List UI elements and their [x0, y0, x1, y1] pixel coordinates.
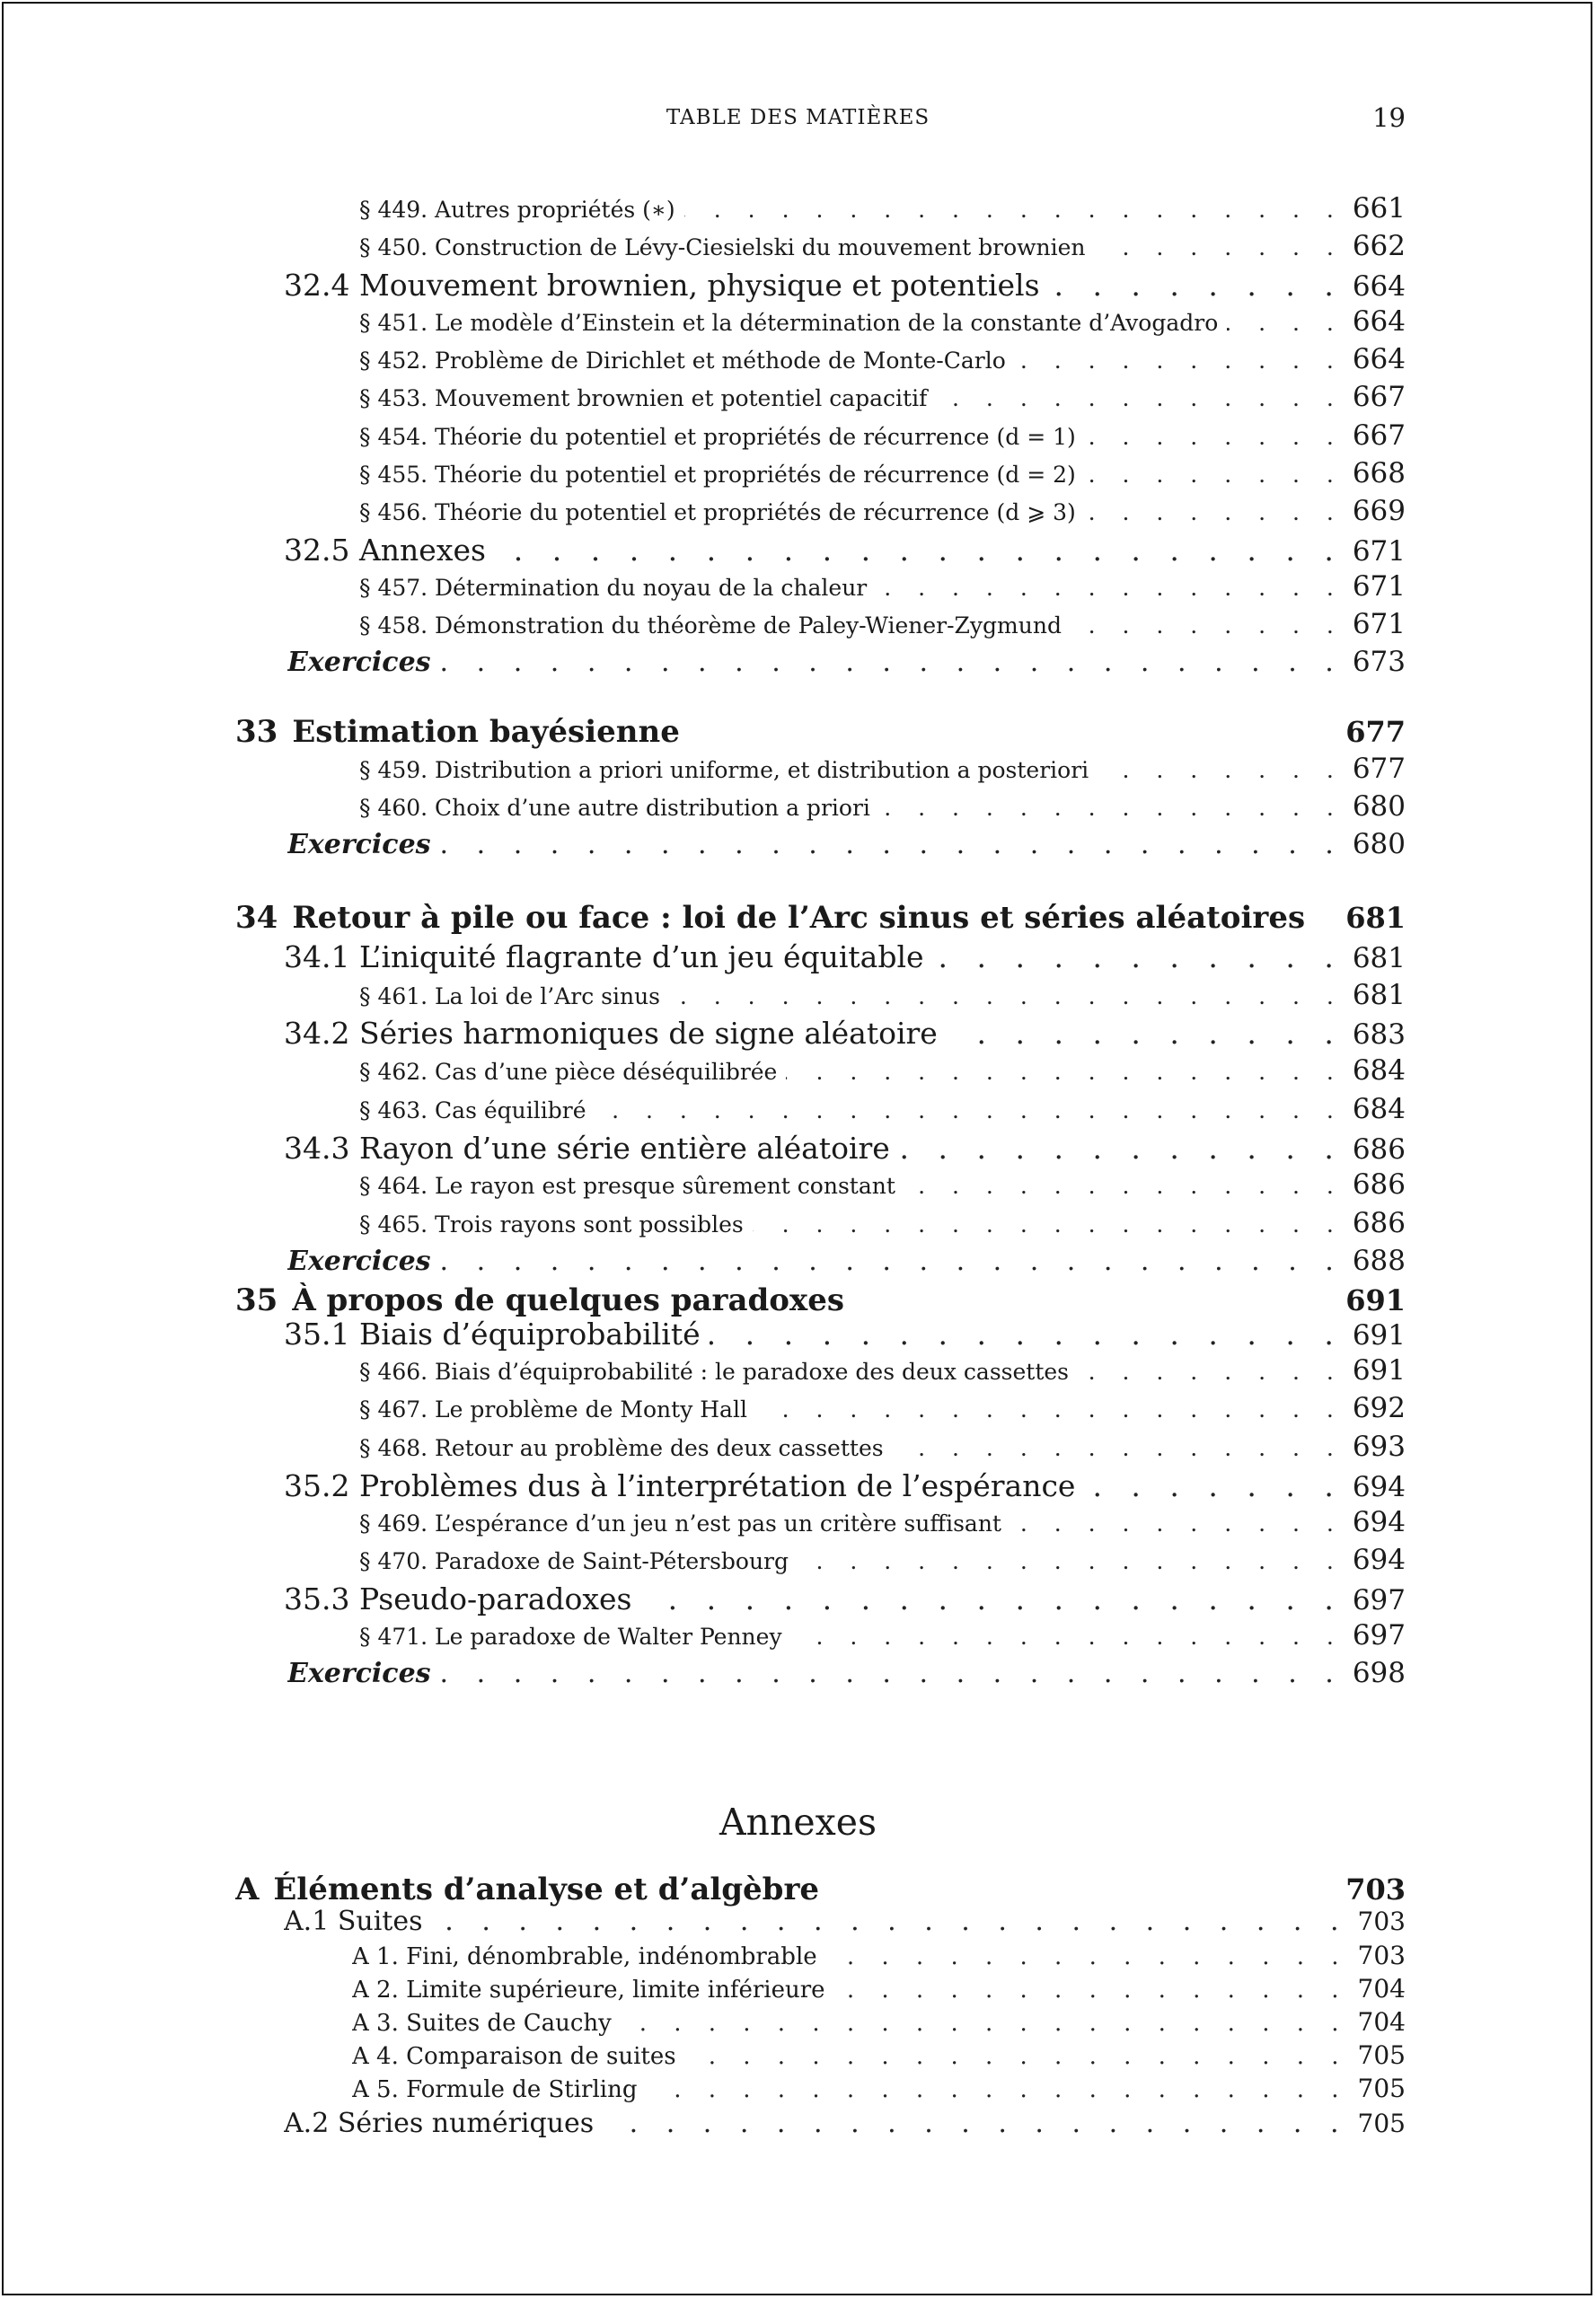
entry-page-number: 667 [1352, 419, 1406, 452]
dot-leader [1095, 234, 1344, 260]
toc-exercises-entry[interactable] [287, 1657, 1406, 1695]
toc-subsection-entry[interactable] [352, 2074, 1406, 2106]
dot-leader [432, 1906, 1349, 1937]
toc-subsection-entry[interactable] [359, 570, 1406, 606]
toc-subsection-entry[interactable] [359, 1354, 1406, 1390]
toc-chapter-entry[interactable] [235, 714, 1406, 755]
entry-title: Exercices [287, 1658, 431, 1689]
entry-title: § 463. Cas équilibré [359, 1097, 586, 1123]
toc-section-entry[interactable] [284, 533, 1406, 570]
entry-title: A 4. Comparaison de suites [352, 2043, 676, 2070]
entry-title: Estimation bayésienne [292, 714, 680, 750]
entry-title: § 461. La loi de l’Arc sinus [359, 983, 660, 1009]
chapter-number: 35 [235, 1282, 278, 1318]
toc-subsection-entry[interactable] [352, 1941, 1406, 1973]
dot-leader [621, 2010, 1349, 2037]
entry-page-number: 684 [1352, 1093, 1406, 1125]
entry-page-number: 681 [1352, 979, 1406, 1011]
dot-leader [1098, 757, 1344, 783]
entry-page-number: 683 [1352, 1018, 1406, 1051]
toc-subsection-entry[interactable] [359, 1544, 1406, 1580]
entry-title: § 470. Paradoxe de Saint-Pétersbourg [359, 1548, 789, 1574]
toc-subsection-entry[interactable] [359, 343, 1406, 379]
toc-subsection-entry[interactable] [359, 608, 1406, 644]
toc-section-entry[interactable] [284, 1906, 1406, 1940]
entry-page-number: 668 [1352, 457, 1406, 489]
dot-leader [603, 2108, 1348, 2139]
toc-subsection-entry[interactable] [359, 790, 1406, 826]
toc-section-entry[interactable] [284, 1016, 1406, 1053]
dot-leader [933, 939, 1344, 974]
dot-leader [756, 1396, 1344, 1423]
entry-title: § 465. Trois rayons sont possibles [359, 1211, 744, 1238]
toc-section-entry[interactable] [284, 939, 1406, 977]
dot-leader [440, 1246, 1344, 1277]
entry-page-number: 691 [1345, 1283, 1406, 1317]
entry-title: A 1. Fini, dénombrable, indénombrable [352, 1943, 817, 1970]
entry-title: 35.2 Problèmes dus à l’interprétation de l’espérance [284, 1468, 1076, 1503]
toc-subsection-entry[interactable] [359, 230, 1406, 266]
toc-section-entry[interactable] [284, 1468, 1406, 1506]
toc-subsection-entry[interactable] [359, 1619, 1406, 1655]
entry-title: 32.4 Mouvement brownien, physique et potentiels [284, 268, 1040, 303]
entry-page-number: 669 [1352, 495, 1406, 527]
entry-title: A 5. Formule de Stirling [352, 2076, 638, 2103]
entry-page-number: 662 [1352, 230, 1406, 262]
toc-section-entry[interactable] [284, 2108, 1406, 2142]
entry-page-number: 686 [1352, 1133, 1406, 1166]
entry-title: § 450. Construction de Lévy-Ciesielski du mouvement brownien [359, 234, 1086, 260]
entry-page-number: 680 [1352, 828, 1406, 860]
entry-title: § 459. Distribution a priori uniforme, et distribution a posteriori [359, 757, 1089, 783]
dot-leader [640, 1581, 1343, 1616]
entry-title: Éléments d’analyse et d’algèbre [273, 1872, 819, 1907]
toc-section-entry[interactable] [284, 268, 1406, 305]
dot-leader [684, 197, 1344, 223]
entry-title: § 449. Autres propriétés (∗) [359, 197, 675, 223]
dot-leader [1010, 1511, 1344, 1537]
chapter-number: A [235, 1872, 260, 1907]
dot-leader [899, 1131, 1344, 1166]
entry-page-number: 681 [1345, 901, 1406, 935]
entry-page-number: 694 [1352, 1471, 1406, 1503]
entry-title: § 468. Retour au problème des deux cassettes [359, 1435, 884, 1461]
entry-page-number: 664 [1352, 343, 1406, 375]
dot-leader [826, 1943, 1349, 1970]
entry-title: § 453. Mouvement brownien et potentiel capacitif [359, 385, 928, 411]
dot-leader [669, 983, 1344, 1009]
entry-page-number: 686 [1352, 1168, 1406, 1201]
toc-subsection-entry[interactable] [359, 1093, 1406, 1129]
entry-title: 32.5 Annexes [284, 533, 486, 568]
entry-page-number: 697 [1352, 1619, 1406, 1652]
chapter-number: 33 [235, 714, 278, 750]
entry-title: § 458. Démonstration du théorème de Paley-Wiener-Zygmund [359, 612, 1062, 639]
toc-subsection-entry[interactable] [359, 419, 1406, 455]
toc-subsection-entry[interactable] [352, 2040, 1406, 2073]
entry-page-number: 673 [1352, 646, 1406, 678]
dot-leader [879, 795, 1344, 821]
entry-title: § 466. Biais d’équiprobabilité : le paradoxe des deux cassettes [359, 1359, 1070, 1385]
toc-exercises-entry[interactable] [287, 1245, 1406, 1282]
entry-title: A 3. Suites de Cauchy [352, 2010, 612, 2037]
entry-title: Exercices [287, 647, 431, 678]
toc-subsection-entry[interactable] [359, 1054, 1406, 1090]
entry-page-number: 671 [1352, 535, 1406, 568]
entry-title: § 457. Détermination du noyau de la chaleur [359, 575, 868, 601]
entry-title: § 456. Théorie du potentiel et propriétés de récurrence (d ⩾ 3) [359, 499, 1076, 525]
dot-leader [791, 1624, 1344, 1650]
dot-leader [440, 1658, 1344, 1689]
dot-leader [1085, 499, 1344, 525]
entry-page-number: 681 [1352, 942, 1406, 974]
entry-title: § 462. Cas d’une pièce déséquilibrée [359, 1059, 778, 1085]
entry-title: § 454. Théorie du potentiel et propriétés de récurrence (d = 1) [359, 424, 1076, 450]
toc-subsection-entry[interactable] [359, 1506, 1406, 1542]
entry-page-number: 705 [1357, 2109, 1406, 2138]
page-number: 19 [1372, 102, 1406, 133]
entry-page-number: 667 [1352, 381, 1406, 413]
entry-page-number: 694 [1352, 1544, 1406, 1576]
entry-title: A.1 Suites [284, 1906, 423, 1937]
entry-title: A 2. Limite supérieure, limite inférieure [352, 1977, 825, 2004]
entry-title: Retour à pile ou face : loi de l’Arc sinus et séries aléatoires [292, 900, 1306, 936]
dot-leader [685, 2043, 1349, 2070]
entry-title: 34.2 Séries harmoniques de signe aléatoire [284, 1016, 938, 1051]
entry-page-number: 671 [1352, 570, 1406, 603]
entry-title: § 455. Théorie du potentiel et propriétés de récurrence (d = 2) [359, 462, 1076, 488]
dot-leader [595, 1097, 1344, 1123]
dot-leader [947, 1016, 1344, 1051]
annexes-heading: Annexes [719, 1801, 877, 1844]
entry-page-number: 698 [1352, 1657, 1406, 1689]
entry-title: 34.1 L’iniquité flagrante d’un jeu équitable [284, 939, 924, 974]
dot-leader [647, 2076, 1349, 2103]
entry-title: 34.3 Rayon d’une série entière aléatoire [284, 1131, 890, 1166]
entry-page-number: 684 [1352, 1054, 1406, 1087]
entry-page-number: 703 [1357, 1941, 1406, 1970]
dot-leader [893, 1435, 1344, 1461]
entry-title: 35.3 Pseudo-paradoxes [284, 1581, 632, 1616]
entry-title: 35.1 Biais d’équiprobabilité [284, 1317, 701, 1352]
entry-title: § 464. Le rayon est presque sûrement constant [359, 1173, 895, 1199]
entry-page-number: 677 [1345, 715, 1406, 749]
toc-section-entry[interactable] [284, 1317, 1406, 1354]
toc-subsection-entry[interactable] [359, 1431, 1406, 1467]
toc-subsection-entry[interactable] [359, 1168, 1406, 1204]
entry-page-number: 671 [1352, 608, 1406, 640]
entry-page-number: 693 [1352, 1431, 1406, 1463]
toc-subsection-entry[interactable] [359, 305, 1406, 341]
entry-title: Exercices [287, 1246, 431, 1277]
entry-page-number: 694 [1352, 1506, 1406, 1538]
entry-page-number: 661 [1352, 192, 1406, 225]
entry-title: § 451. Le modèle d’Einstein et la détermination de la constante d’Avogadro [359, 310, 1219, 336]
toc-subsection-entry[interactable] [359, 1392, 1406, 1428]
dot-leader [1049, 268, 1344, 303]
toc-section-entry[interactable] [284, 1581, 1406, 1619]
dot-leader [834, 1977, 1349, 2004]
toc-subsection-entry[interactable] [359, 753, 1406, 788]
entry-page-number: 704 [1357, 2007, 1406, 2037]
dot-leader [1084, 1468, 1343, 1503]
toc-subsection-entry[interactable] [352, 1974, 1406, 2006]
entry-page-number: 691 [1352, 1319, 1406, 1352]
dot-leader [876, 575, 1344, 601]
entry-page-number: 691 [1352, 1354, 1406, 1387]
entry-page-number: 697 [1352, 1584, 1406, 1616]
entry-page-number: 692 [1352, 1392, 1406, 1424]
toc-subsection-entry[interactable] [359, 979, 1406, 1015]
entry-page-number: 688 [1352, 1245, 1406, 1277]
entry-page-number: 703 [1357, 1907, 1406, 1936]
dot-leader [440, 829, 1344, 860]
entry-page-number: 686 [1352, 1207, 1406, 1239]
entry-title: Exercices [287, 829, 431, 860]
dot-leader [495, 533, 1344, 568]
toc-chapter-entry[interactable] [235, 900, 1406, 941]
entry-page-number: 677 [1352, 753, 1406, 785]
entry-page-number: 664 [1352, 270, 1406, 303]
toc-subsection-entry[interactable] [359, 1207, 1406, 1243]
toc-subsection-entry[interactable] [359, 495, 1406, 531]
entry-title: § 471. Le paradoxe de Walter Penney [359, 1624, 782, 1650]
entry-title: § 460. Choix d’une autre distribution a priori [359, 795, 870, 821]
dot-leader [1071, 612, 1344, 639]
toc-exercises-entry[interactable] [287, 828, 1406, 866]
dot-leader [753, 1211, 1344, 1238]
dot-leader [936, 385, 1343, 411]
dot-leader [786, 1059, 1343, 1085]
dot-leader [1078, 1359, 1344, 1385]
entry-title: § 467. Le problème de Monty Hall [359, 1396, 747, 1423]
entry-title: § 469. L’espérance d’un jeu n’est pas un critère suffisant [359, 1511, 1001, 1537]
entry-title: A.2 Séries numériques [284, 2108, 595, 2139]
dot-leader [1015, 348, 1344, 374]
chapter-number: 34 [235, 900, 278, 936]
entry-page-number: 664 [1352, 305, 1406, 338]
toc-subsection-entry[interactable] [359, 192, 1406, 228]
dot-leader [798, 1548, 1344, 1574]
dot-leader [904, 1173, 1344, 1199]
entry-page-number: 705 [1357, 2040, 1406, 2070]
dot-leader [1085, 424, 1344, 450]
running-title: TABLE DES MATIÈRES [666, 106, 930, 129]
entry-page-number: 705 [1357, 2074, 1406, 2103]
running-header [0, 101, 1596, 137]
dot-leader [440, 647, 1344, 678]
toc-exercises-entry[interactable] [287, 646, 1406, 683]
dot-leader [1085, 462, 1344, 488]
dot-leader [710, 1317, 1344, 1352]
entry-title: À propos de quelques paradoxes [292, 1282, 844, 1318]
dot-leader [1227, 310, 1344, 336]
entry-title: § 452. Problème de Dirichlet et méthode de Monte-Carlo [359, 348, 1006, 374]
toc-subsection-entry[interactable] [359, 457, 1406, 493]
toc-subsection-entry[interactable] [359, 381, 1406, 417]
entry-page-number: 704 [1357, 1974, 1406, 2004]
toc-subsection-entry[interactable] [352, 2007, 1406, 2039]
entry-page-number: 680 [1352, 790, 1406, 823]
entry-page-number: 703 [1345, 1872, 1406, 1907]
toc-section-entry[interactable] [284, 1131, 1406, 1168]
